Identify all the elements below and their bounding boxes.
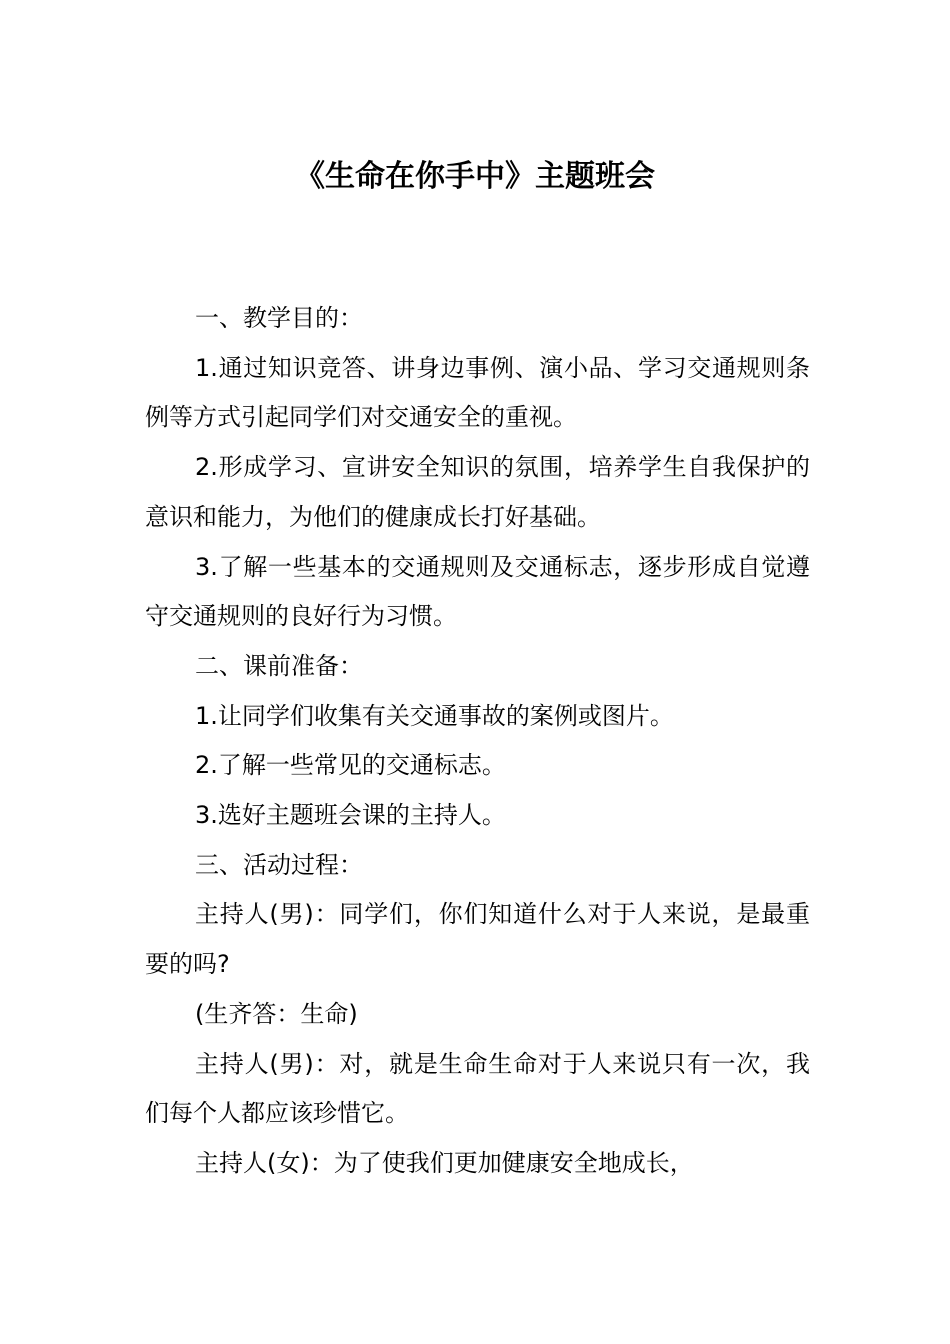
section-heading-preparation: 二、课前准备： — [195, 651, 363, 680]
document-title: 《生命在你手中》主题班会 — [295, 159, 655, 194]
paragraph: 主持人(女)：为了使我们更加健康安全地成长， — [195, 1148, 694, 1177]
paragraph: 主持人(男)：同学们，你们知道什么对于人来说，是最重要的吗? — [145, 900, 810, 979]
paragraph: (生齐答：生命) — [195, 999, 358, 1028]
paragraph: 3.选好主题班会课的主持人。 — [195, 801, 506, 830]
paragraph: 主持人(男)：对，就是生命生命对于人来说只有一次，我们每个人都应该珍惜它。 — [145, 1049, 810, 1128]
paragraph: 1.让同学们收集有关交通事故的案例或图片。 — [195, 701, 674, 730]
document-body — [145, 294, 810, 1189]
paragraph: 1.通过知识竞答、讲身边事例、演小品、学习交通规则条例等方式引起同学们对交通安全的重视。 — [145, 353, 810, 432]
paragraph: 2.了解一些常见的交通标志。 — [195, 751, 506, 780]
section-heading-objectives: 一、教学目的： — [195, 304, 363, 332]
paragraph: 3.了解一些基本的交通规则及交通标志，逐步形成自觉遵守交通规则的良好行为习惯。 — [145, 552, 810, 631]
section-heading-process: 三、活动过程： — [195, 850, 363, 879]
paragraph: 2.形成学习、宣讲安全知识的氛围，培养学生自我保护的意识和能力，为他们的健康成长打好基础。 — [145, 453, 810, 531]
